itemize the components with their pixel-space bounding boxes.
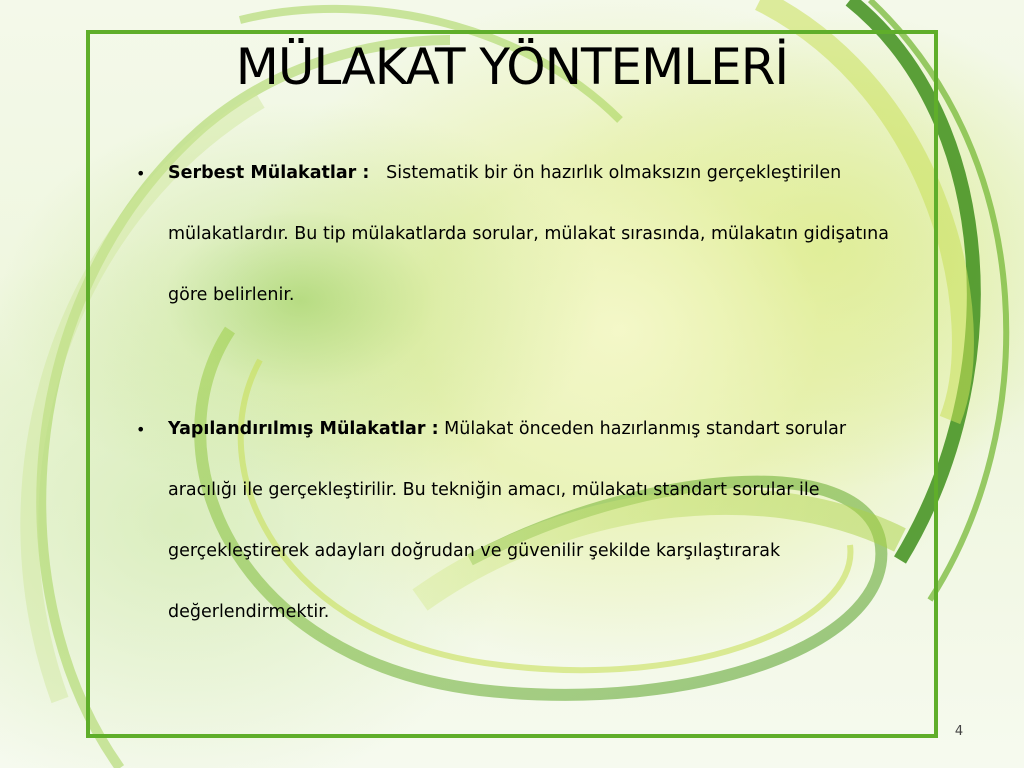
bullet-item-serbest [130, 143, 910, 326]
slide-title: MÜLAKAT YÖNTEMLERİ [235, 38, 789, 96]
bullet-marker: • [136, 420, 146, 439]
bullet-text: Sistematik bir ön hazırlık olmaksızın gerçekleştirilen mülakatlardır. Bu tip mülakatlarda sorular, mülakat sırasında, mülakatın gidişatına göre belirlenir. [168, 163, 889, 305]
bullet-item-yapilandirilmis [130, 399, 910, 643]
bullet-term: Serbest Mülakatlar : [168, 163, 370, 183]
page-number: 4 [954, 724, 964, 739]
bullet-list [130, 143, 910, 643]
bullet-marker: • [136, 164, 146, 183]
bullet-term: Yapılandırılmış Mülakatlar : [168, 419, 439, 439]
bullet-text: Mülakat önceden hazırlanmış standart sorular aracılığı ile gerçekleştirilir. Bu tekniğin amacı, mülakatı standart sorular ile gerçekleştirerek adayları doğrudan ve güvenilir şekilde karşılaştırarak değerlendirmektir. [168, 419, 847, 622]
